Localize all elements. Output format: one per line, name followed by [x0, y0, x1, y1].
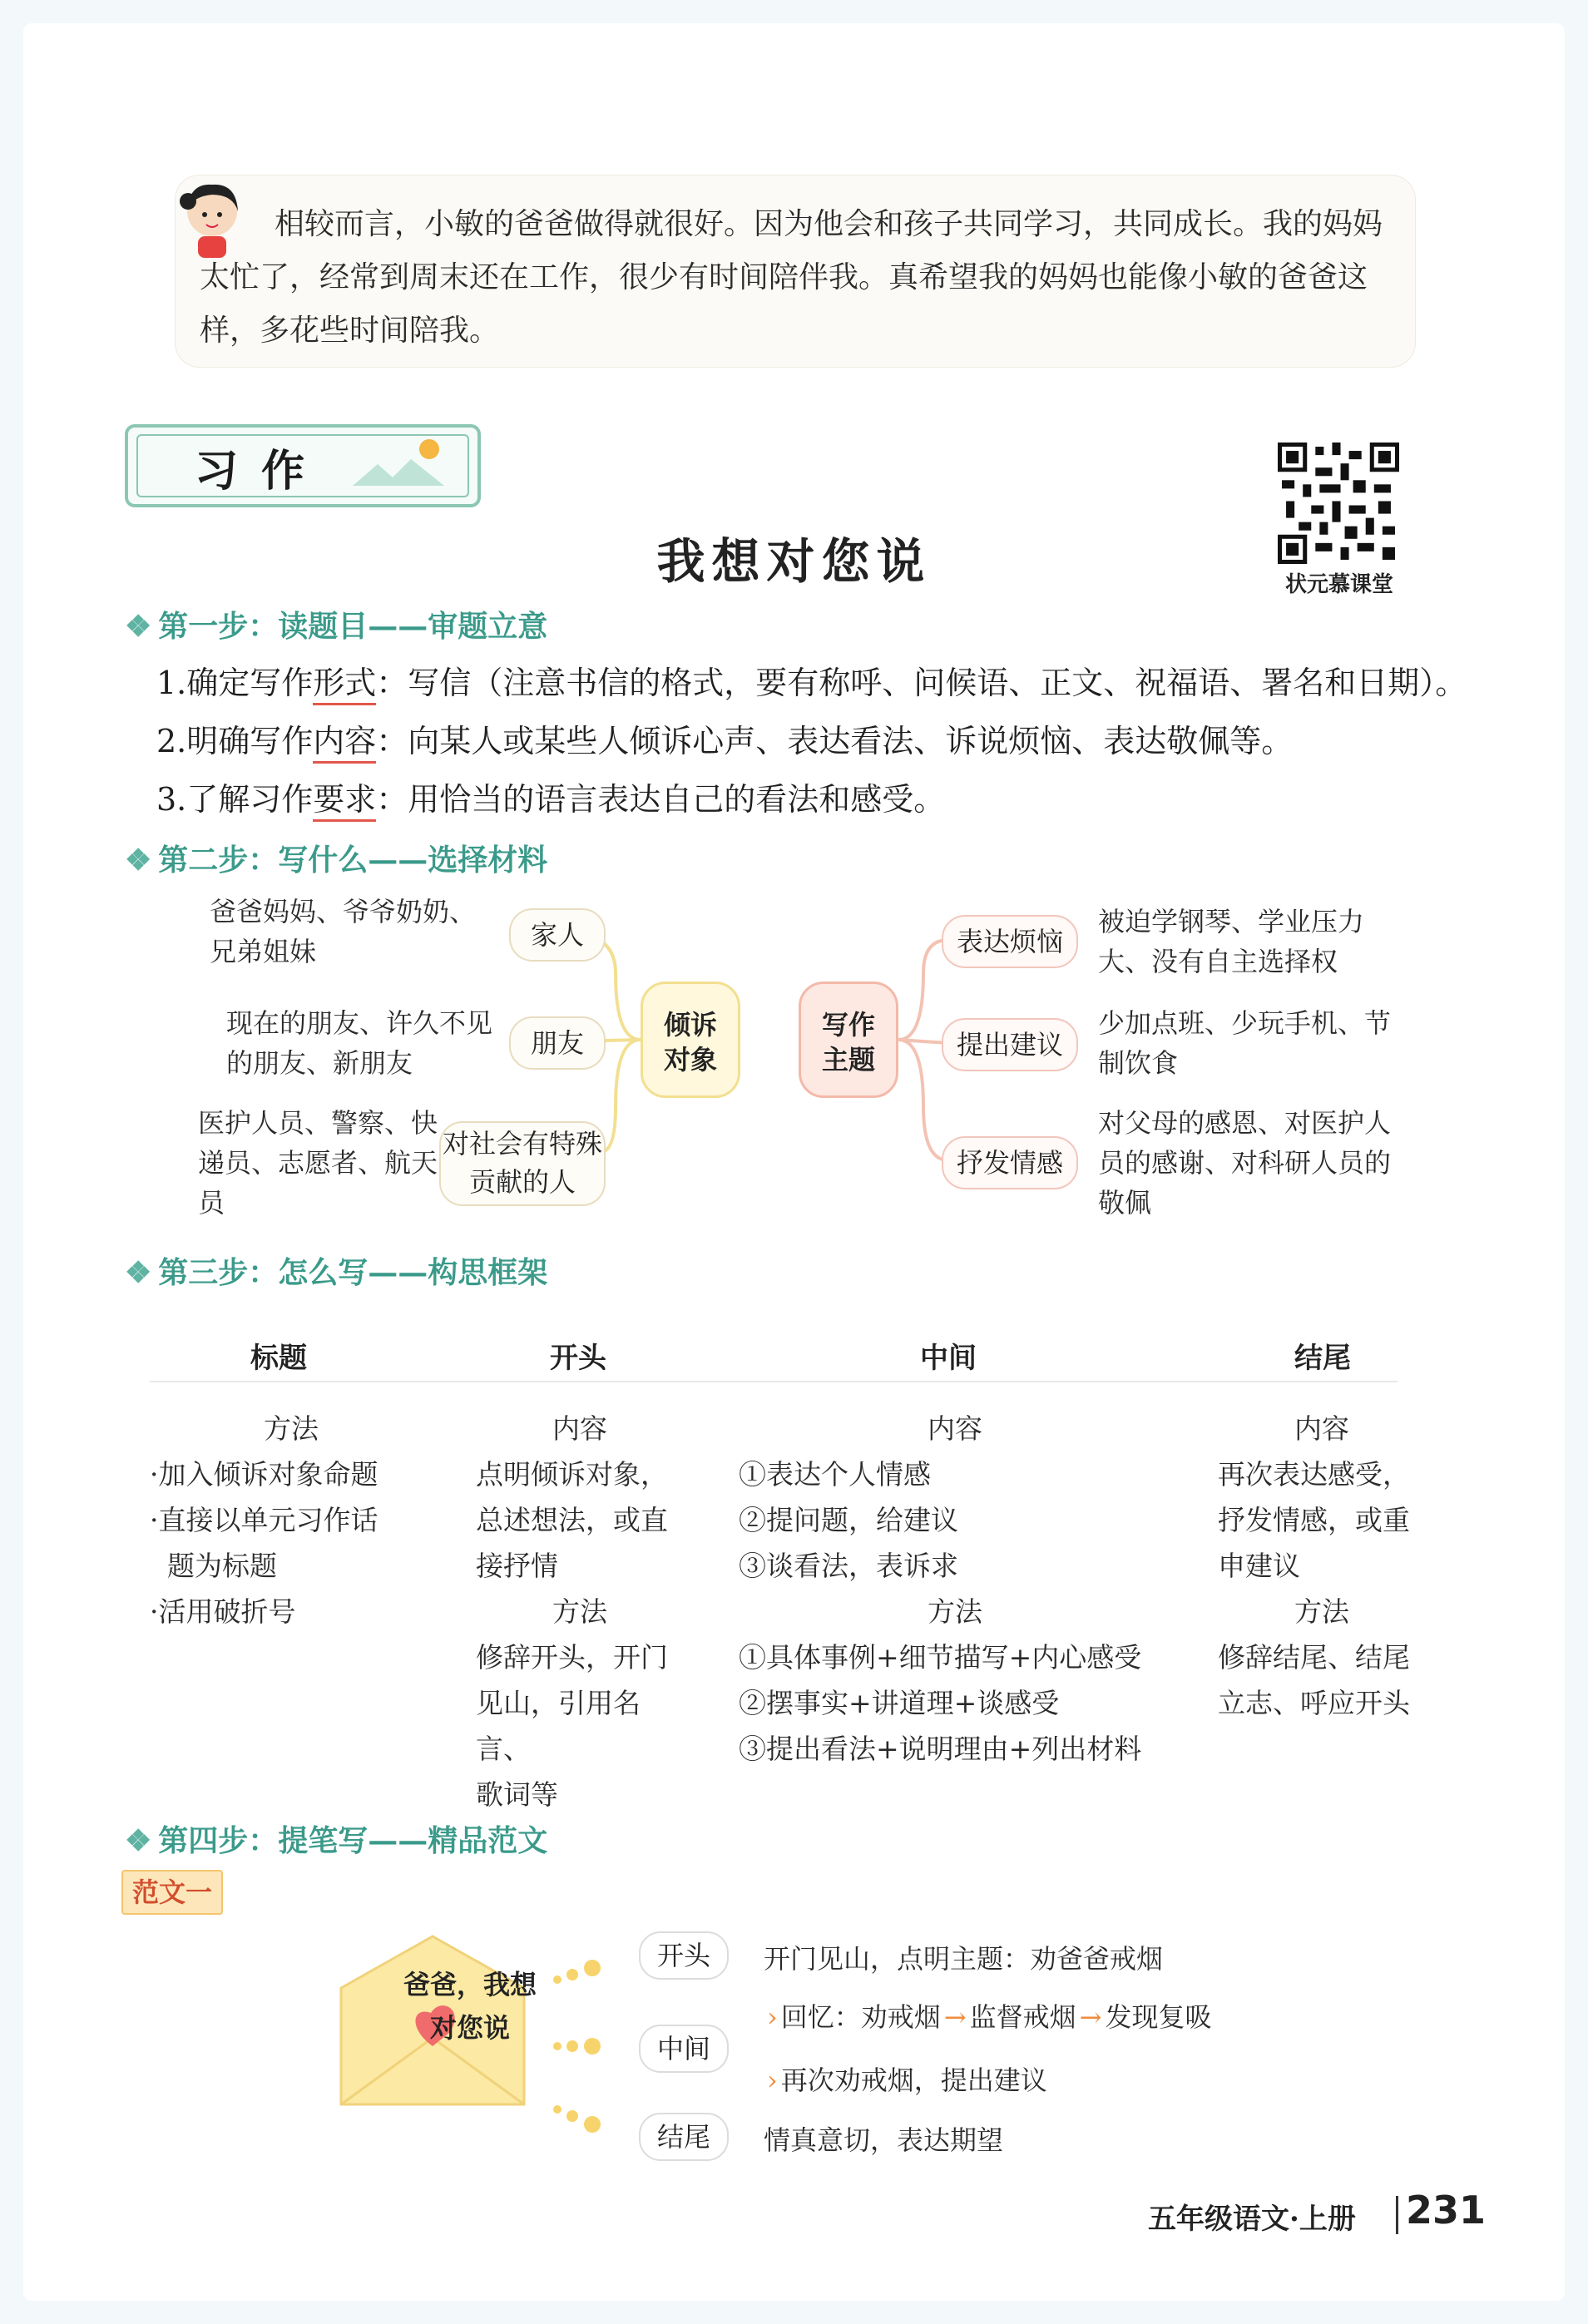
left-detail-2: 现在的朋友、许久不见的朋友、新朋友 [226, 1007, 493, 1079]
node-family: 家人 [509, 908, 606, 962]
diamond-icon: ❖ [125, 843, 152, 878]
col-line: 抒发情感，或重 [1218, 1504, 1410, 1536]
col-sub: 内容 [552, 1412, 607, 1445]
col-line: 歌词等 [476, 1778, 558, 1811]
item-key: 形式 [313, 665, 376, 705]
item-rest: ：向某人或某些人倾诉心声、表达看法、诉说烦恼、表达敬佩等。 [376, 723, 1294, 759]
essay-title: 我想对您说 [656, 533, 932, 590]
envelope-line: 爸爸，我想 [403, 1969, 537, 2000]
center-right-label: 写作 主题 [821, 1009, 875, 1075]
item-num: 3. [156, 781, 187, 818]
middle-line-1 [764, 1996, 1211, 2035]
col-line: ·活用破折号 [150, 1595, 296, 1628]
intro-paragraph: 相较而言，小敏的爸爸做得就很好。因为他会和孩子共同学习，共同成长。我的妈妈太忙了，经常到周末还在工作，很少有时间陪伴我。真希望我的妈妈也能像小敏的爸爸这样，多花些时间陪我。 [200, 207, 1383, 348]
col-sub: 内容 [928, 1412, 982, 1445]
col-line: 再次表达感受， [1218, 1458, 1410, 1491]
arrow-icon: → [943, 2001, 967, 2033]
item-pre: 了解习作 [186, 781, 314, 818]
middle-line-2 [764, 2059, 1047, 2098]
col-line: 修辞开头，开门 [476, 1641, 668, 1674]
col-line: 立志、呼应开头 [1218, 1687, 1410, 1719]
middle-text-3: 发现复吸 [1105, 2001, 1212, 2033]
center-left-label: 倾诉 对象 [663, 1009, 717, 1075]
col-line: 接抒情 [476, 1550, 558, 1582]
step3-title: 第三步：怎么写——构思框架 [158, 1255, 548, 1290]
node-opening: 开头 [639, 1931, 729, 1980]
step1-title: 第一步：读题目——审题立意 [158, 609, 548, 644]
arrow-icon: → [1079, 2001, 1102, 2033]
qr-label: 状元慕课堂 [1284, 572, 1393, 597]
col-head-title: 标题 [250, 1342, 307, 1375]
page-number: 231 [1406, 2188, 1487, 2233]
middle-text-extra: 再次劝戒烟，提出建议 [780, 2064, 1047, 2096]
col-sub: 内容 [1294, 1412, 1349, 1445]
node-friends: 朋友 [509, 1016, 606, 1070]
col-head-middle: 中间 [920, 1342, 977, 1375]
section-title: 习作 [195, 447, 329, 497]
center-left-node [641, 982, 740, 1098]
framework-divider [150, 1381, 1398, 1382]
opening-text: 开门见山，点明主题：劝爸爸戒烟 [764, 1943, 1164, 1975]
step4-heading [125, 1817, 547, 1860]
node-feelings: 抒发情感 [942, 1136, 1078, 1189]
item-num: 1. [156, 665, 187, 701]
step4-title: 第四步：提笔写——精品范文 [158, 1823, 548, 1858]
col-head-ending: 结尾 [1294, 1342, 1351, 1375]
step2-title: 第二步：写什么——选择材料 [158, 843, 548, 878]
col-middle [739, 1406, 1171, 1772]
node-worries: 表达烦恼 [942, 915, 1078, 968]
node-contributors: 对社会有特殊贡献的人 [439, 1121, 606, 1206]
col-ending [1218, 1406, 1426, 1726]
left-detail-1: 爸爸妈妈、爷爷奶奶、兄弟姐妹 [210, 896, 477, 967]
item-pre: 明确写作 [186, 723, 314, 759]
node-ending: 结尾 [639, 2113, 729, 2161]
footer-divider [1396, 2196, 1398, 2234]
left-detail-3: 医护人员、警察、快递员、志愿者、航天员 [198, 1107, 438, 1219]
item-key: 内容 [313, 723, 376, 764]
col-line: ·加入倾诉对象命题 [150, 1458, 378, 1491]
col-line: ①表达个人情感 [739, 1458, 931, 1491]
right-detail-1: 被迫学钢琴、学业压力大、没有自主选择权 [1098, 906, 1365, 977]
col-title [150, 1406, 433, 1634]
col-sub: 方法 [264, 1412, 319, 1445]
sample-tag: 范文一 [121, 1870, 223, 1915]
col-sub: 方法 [552, 1595, 607, 1628]
center-right-node [799, 982, 898, 1098]
ending-text: 情真意切，表达期望 [764, 2124, 1004, 2156]
col-line: ③提出看法+说明理由+列出材料 [739, 1733, 1142, 1765]
col-line: 点明倾诉对象， [476, 1458, 668, 1491]
col-line: 申建议 [1218, 1550, 1300, 1582]
envelope-line: 对您说 [429, 2012, 510, 2044]
diamond-icon: ❖ [125, 1823, 152, 1858]
middle-text-2: 监督戒烟 [969, 2001, 1076, 2033]
col-line: ·直接以单元习作话 [150, 1504, 378, 1536]
arrow-icon: › [767, 2001, 778, 2033]
col-opening [476, 1406, 684, 1817]
step3-heading [125, 1249, 547, 1292]
item-key: 要求 [313, 781, 376, 822]
arrow-icon: › [767, 2064, 778, 2096]
item-rest: ：用恰当的语言表达自己的看法和感受。 [376, 781, 946, 818]
diamond-icon: ❖ [125, 609, 152, 644]
node-middle: 中间 [639, 2025, 729, 2073]
col-line: ②提问题，给建议 [739, 1504, 958, 1536]
node-suggestions: 提出建议 [942, 1018, 1078, 1071]
col-line: 修辞结尾、结尾 [1218, 1641, 1410, 1674]
item-pre: 确定写作 [186, 665, 314, 701]
col-sub: 方法 [1294, 1595, 1349, 1628]
col-line: ②摆事实+讲道理+谈感受 [739, 1687, 1060, 1719]
col-line: 题为标题 [150, 1550, 277, 1582]
dots-decoration [549, 1946, 641, 2146]
item-rest: ：写信（注意书信的格式，要有称呼、问候语、正文、祝福语、署名和日期）。 [376, 665, 1467, 701]
right-detail-2: 少加点班、少玩手机、节制饮食 [1098, 1007, 1392, 1079]
col-sub: 方法 [928, 1595, 982, 1628]
footer-book: 五年级语文·上册 [1148, 2203, 1356, 2236]
col-line: ③谈看法，表诉求 [739, 1550, 958, 1582]
item-num: 2. [156, 723, 187, 759]
diamond-icon: ❖ [125, 1255, 152, 1290]
col-line: 见山，引用名言、 [476, 1687, 641, 1765]
right-detail-3: 对父母的感恩、对医护人员的感谢、对科研人员的敬佩 [1098, 1107, 1392, 1219]
col-head-opening: 开头 [550, 1342, 606, 1375]
col-line: 总述想法，或直 [476, 1504, 668, 1536]
middle-text-1: 回忆：劝戒烟 [780, 2001, 941, 2033]
col-line: ①具体事例+细节描写+内心感受 [739, 1641, 1142, 1674]
